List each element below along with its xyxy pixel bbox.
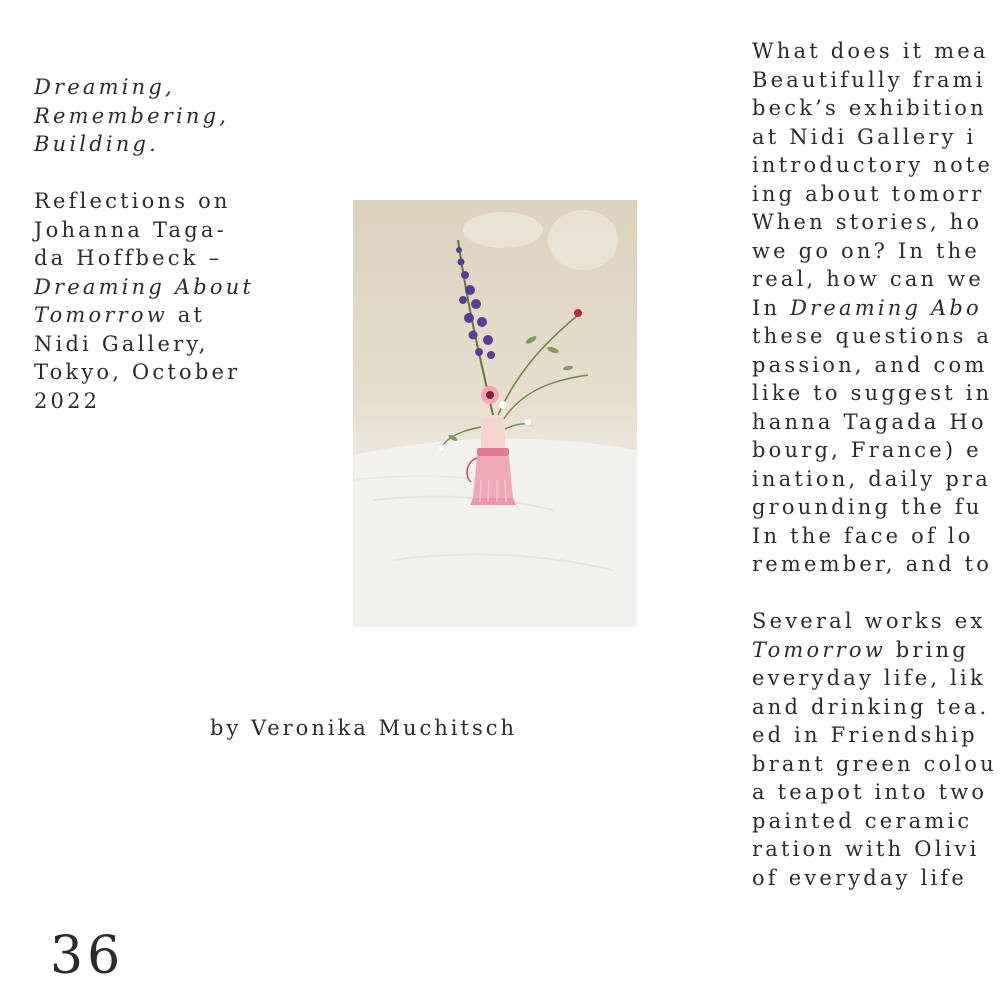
- body-line: [752, 636, 1000, 665]
- flower-vase-illustration: [353, 200, 637, 627]
- body-line: ration with Olivi: [752, 837, 980, 861]
- body-line: What does it mea: [752, 39, 989, 63]
- article-title-block: [34, 73, 314, 415]
- body-line: When stories, ho: [752, 210, 983, 234]
- subtitle-line-5-rest: at: [167, 303, 206, 327]
- title-line-3: Building.: [34, 132, 159, 156]
- author-byline: by Veronika Muchitsch: [210, 716, 518, 740]
- body-line: ing about tomorr: [752, 181, 985, 206]
- title-line-1: Dreaming,: [34, 75, 175, 99]
- body-line: grounding the fu: [752, 495, 983, 519]
- body-line: at Nidi Gallery i: [752, 124, 977, 149]
- body-line: these questions a: [752, 324, 993, 348]
- body-italic-title: Dreaming Abo: [790, 295, 982, 320]
- body-line: hanna Tagada Ho: [752, 409, 987, 434]
- page-number: 36: [50, 926, 125, 986]
- body-line: like to suggest in: [752, 381, 993, 405]
- body-line: real, how can we: [752, 267, 984, 291]
- body-line: introductory note: [752, 153, 994, 177]
- body-line: Several works ex: [752, 609, 986, 633]
- flower-vase-photo: [353, 200, 637, 627]
- subtitle-line-3: da Hoffbeck –: [34, 246, 223, 270]
- body-line: a teapot into two: [752, 780, 988, 804]
- title-line-2: Remembering,: [34, 103, 230, 128]
- subtitle-line-2: Johanna Taga-: [34, 217, 227, 242]
- body-line: everyday life, lik: [752, 666, 986, 690]
- body-line-prefix: In: [752, 295, 791, 320]
- body-line: brant green colou: [752, 751, 997, 776]
- subtitle-italic-tomorrow: Tomorrow: [34, 303, 168, 327]
- body-line: ination, daily pra: [752, 466, 991, 491]
- body-line: [752, 294, 1000, 323]
- body-line-rest: bring: [885, 637, 969, 662]
- article-body: [752, 37, 1000, 892]
- subtitle-line-8: 2022: [34, 388, 101, 413]
- body-line: we go on? In the: [752, 238, 981, 263]
- subtitle-line-6: Nidi Gallery,: [34, 331, 209, 356]
- subtitle-line-7: Tokyo, October: [34, 360, 241, 384]
- subtitle-line-4: Dreaming About: [34, 274, 255, 299]
- subtitle-line-1: Reflections on: [34, 189, 231, 213]
- body-line: beck’s exhibition: [752, 96, 987, 120]
- body-line: bourg, France) e: [752, 438, 982, 462]
- body-line: and drinking tea.: [752, 694, 990, 719]
- body-italic-tomorrow: Tomorrow: [752, 637, 886, 662]
- subtitle-line-5: [34, 301, 314, 330]
- body-line: ed in Friendship: [752, 723, 978, 747]
- body-line: In the face of lo: [752, 523, 974, 548]
- body-line: remember, and to: [752, 552, 993, 576]
- body-line: passion, and com: [752, 352, 988, 377]
- body-line: painted ceramic: [752, 808, 973, 833]
- body-line: Beautifully frami: [752, 67, 986, 92]
- body-line: of everyday life: [752, 865, 968, 890]
